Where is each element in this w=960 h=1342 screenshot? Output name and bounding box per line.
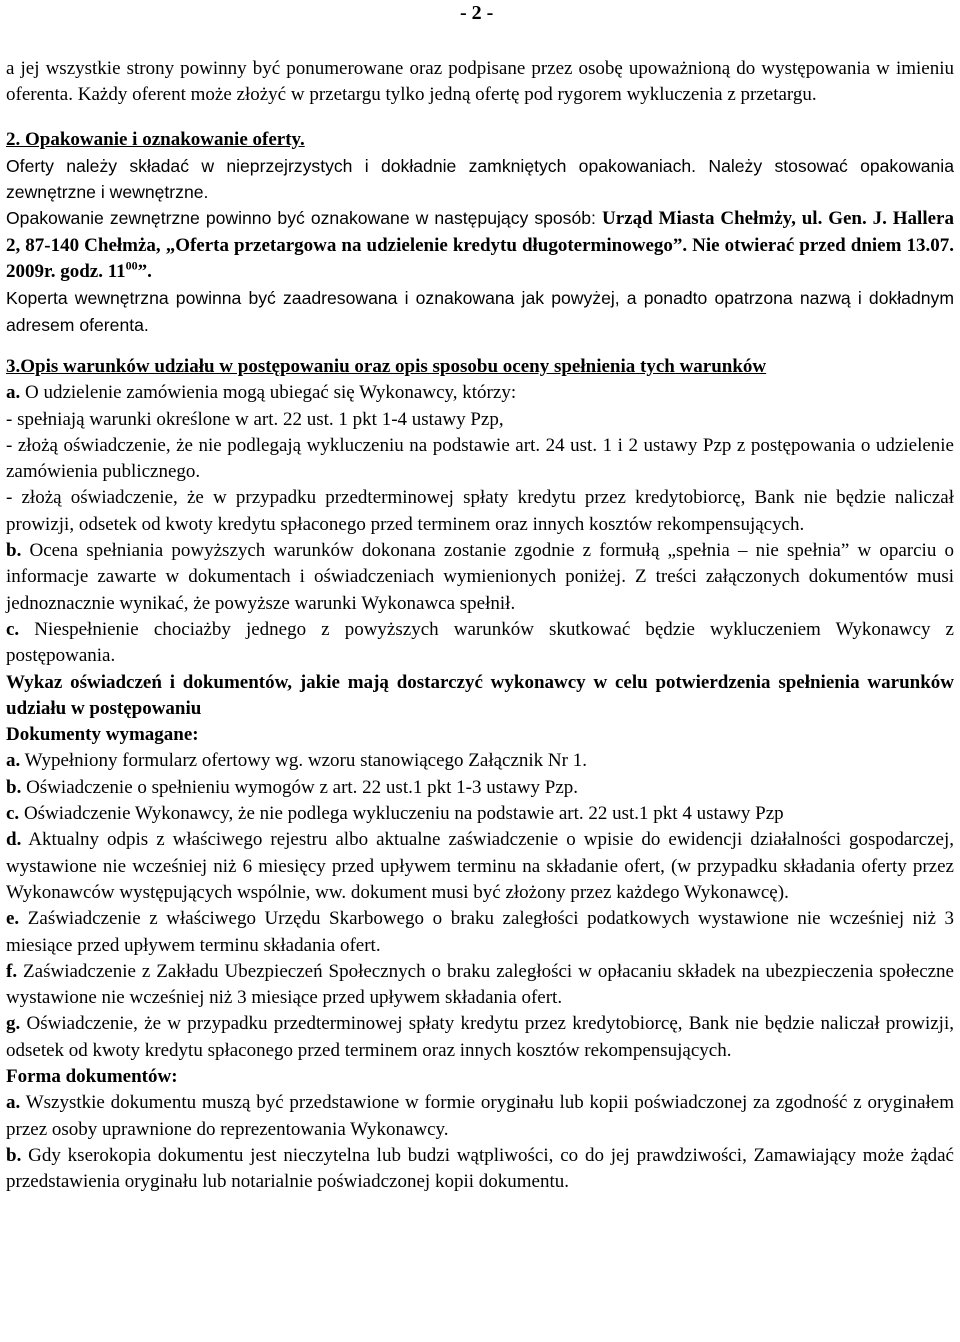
doc-item-f xyxy=(6,959,954,1012)
section-3-heading: 3.Opis warunków udziału w postępowaniu oraz opis sposobu oceny spełnienia tych warunków xyxy=(6,355,767,377)
section-3 xyxy=(6,354,954,670)
wykaz-section xyxy=(6,670,954,1196)
item-text: Wypełniony formularz ofertowy wg. wzoru stanowiącego Załącznik Nr 1. xyxy=(20,750,587,772)
section-3-a-sub-2: - złożą oświadczenie, że nie podlegają wykluczeniu na podstawie art. 24 ust. 1 i 2 ustawy Pzp z postępowania o udzielenie zamówienia publicznego. xyxy=(6,434,954,483)
item-label: a. xyxy=(6,1092,21,1114)
item-label: c. xyxy=(6,803,20,825)
section-2-p2-sup: 00 xyxy=(125,258,138,273)
item-text: Niespełnienie chociażby jednego z powyższych warunków skutkować będzie wykluczeniem Wykonawcy z postępowania. xyxy=(6,618,954,667)
doc-item-a xyxy=(6,748,954,774)
item-label: b. xyxy=(6,540,22,562)
item-text: Zaświadczenie z właściwego Urzędu Skarbowego o braku zaległości podatkowych wystawione nie wcześniej niż 3 miesiące przed upływem terminu składania ofert. xyxy=(6,908,954,956)
section-3-item-a xyxy=(6,380,954,406)
item-label: f. xyxy=(6,960,18,982)
item-label: b. xyxy=(6,776,22,798)
documents-required-heading: Dokumenty wymagane: xyxy=(6,724,199,746)
form-item-a xyxy=(6,1090,954,1143)
document-form-heading: Forma dokumentów: xyxy=(6,1065,178,1087)
item-label: a. xyxy=(6,750,21,772)
item-text: Oświadczenie Wykonawcy, że nie podlega wykluczeniu na podstawie art. 22 ust.1 pkt 4 ustawy Pzp xyxy=(19,803,784,825)
page-number: - 2 - xyxy=(460,2,494,24)
intro-paragraph: a jej wszystkie strony powinny być ponumerowane oraz podpisane przez osobę upoważnioną do występowania w imieniu oferenta. Każdy oferent może złożyć w przetargu tylko jedną ofertę pod rygorem wykluczenia z przetargu. xyxy=(6,58,954,106)
item-label: g. xyxy=(6,1013,21,1035)
item-text: Wszystkie dokumentu muszą być przedstawione w formie oryginału lub kopii poświadczonej za zgodność z oryginałem przez osoby uprawnione do reprezentowania Wykonawcy. xyxy=(6,1092,954,1140)
item-label: d. xyxy=(6,829,22,851)
item-text: O udzielenie zamówienia mogą ubiegać się Wykonawcy, którzy: xyxy=(20,382,517,404)
section-3-a-sub-1: - spełniają warunki określone w art. 22 ust. 1 pkt 1-4 ustawy Pzp, xyxy=(6,408,504,430)
doc-item-c xyxy=(6,801,954,827)
item-text: Zaświadczenie z Zakładu Ubezpieczeń Społecznych o braku zaległości w opłacaniu składek na ubezpieczenia społeczne wystawione nie wcześniej niż 3 miesiące przed upływem składania ofert. xyxy=(6,960,954,1009)
item-label: c. xyxy=(6,618,20,640)
wykaz-heading: Wykaz oświadczeń i dokumentów, jakie mają dostarczyć wykonawcy w celu potwierdzenia spełnienia warunków udziału w postępowaniu xyxy=(6,671,954,719)
item-text: Ocena spełniania powyższych warunków dokonana zostanie zgodnie z formułą „spełnia – nie spełnia” w oparciu o informacje zawarte w dokumentach i oświadczeniach wymienionych poniżej. Z treści załączonych dokumentów musi jednoznacznie wynikać, że powyższe warunki Wykonawca spełnił. xyxy=(6,540,954,614)
doc-item-g xyxy=(6,1011,954,1064)
section-2-p2-plain: Opakowanie zewnętrzne powinno być oznakowane w następujący sposób: xyxy=(6,208,602,229)
section-2-heading: 2. Opakowanie i oznakowanie oferty. xyxy=(6,128,305,150)
section-2-p2-end: ”. xyxy=(137,261,152,283)
item-text: Aktualny odpis z właściwego rejestru albo aktualne zaświadczenie o wpisie do ewidencji działalności gospodarczej, wystawione nie wcześniej niż 6 miesięcy przed upływem terminu na składanie ofert, (w przypadku składania oferty przez Wykonawców występujących wspólnie, ww. dokument musi być złożony przez każdego Wykonawcę). xyxy=(6,829,954,903)
section-2-paragraph-2 xyxy=(6,205,954,285)
item-label: a. xyxy=(6,382,21,404)
item-text: Oświadczenie o spełnieniu wymogów z art. 22 ust.1 pkt 1-3 ustawy Pzp. xyxy=(21,776,579,798)
section-3-item-c xyxy=(6,617,954,670)
doc-item-d xyxy=(6,827,954,906)
doc-item-b xyxy=(6,775,954,801)
section-2-paragraph-1: Oferty należy składać w nieprzejrzystych i dokładnie zamkniętych opakowaniach. Należy stosować opakowania zewnętrzne i wewnętrzne. xyxy=(6,155,954,203)
doc-item-e xyxy=(6,906,954,959)
form-item-b xyxy=(6,1143,954,1196)
item-text: Oświadczenie, że w przypadku przedterminowej spłaty kredytu przez kredytobiorcę, Bank nie będzie naliczał prowizji, odsetek od kwoty kredytu spłaconego przed terminem oraz innych kosztów rekompensujących. xyxy=(6,1013,954,1061)
section-2-p2-bold: Urząd Miasta Chełmży, ul. Gen. J. Hallera 2, 87-140 Chełmża, „Oferta przetargowa na udzielenie kredytu długoterminowego”. Nie otwierać przed dniem 13.07. 2009r. godz. 11 xyxy=(6,208,954,283)
section-3-a-sub-3: - złożą oświadczenie, że w przypadku przedterminowej spłaty kredytu przez kredytobiorcę, Bank nie będzie naliczał prowizji, odsetek od kwoty kredytu spłaconego przed terminem oraz innych kosztów rekompensujących. xyxy=(6,487,954,535)
item-label: e. xyxy=(6,908,20,930)
item-label: b. xyxy=(6,1144,22,1166)
section-3-item-b xyxy=(6,538,954,617)
section-2 xyxy=(6,127,954,338)
section-2-paragraph-3: Koperta wewnętrzna powinna być zaadresowana i oznakowana jak powyżej, a ponadto opatrzona nazwą i dokładnym adresem oferenta. xyxy=(6,288,954,335)
item-text: Gdy kserokopia dokumentu jest nieczytelna lub budzi wątpliwości, co do jej prawdziwości, Zamawiający może żądać przedstawienia oryginału lub notarialnie poświadczonej kopii dokumentu. xyxy=(6,1144,954,1193)
